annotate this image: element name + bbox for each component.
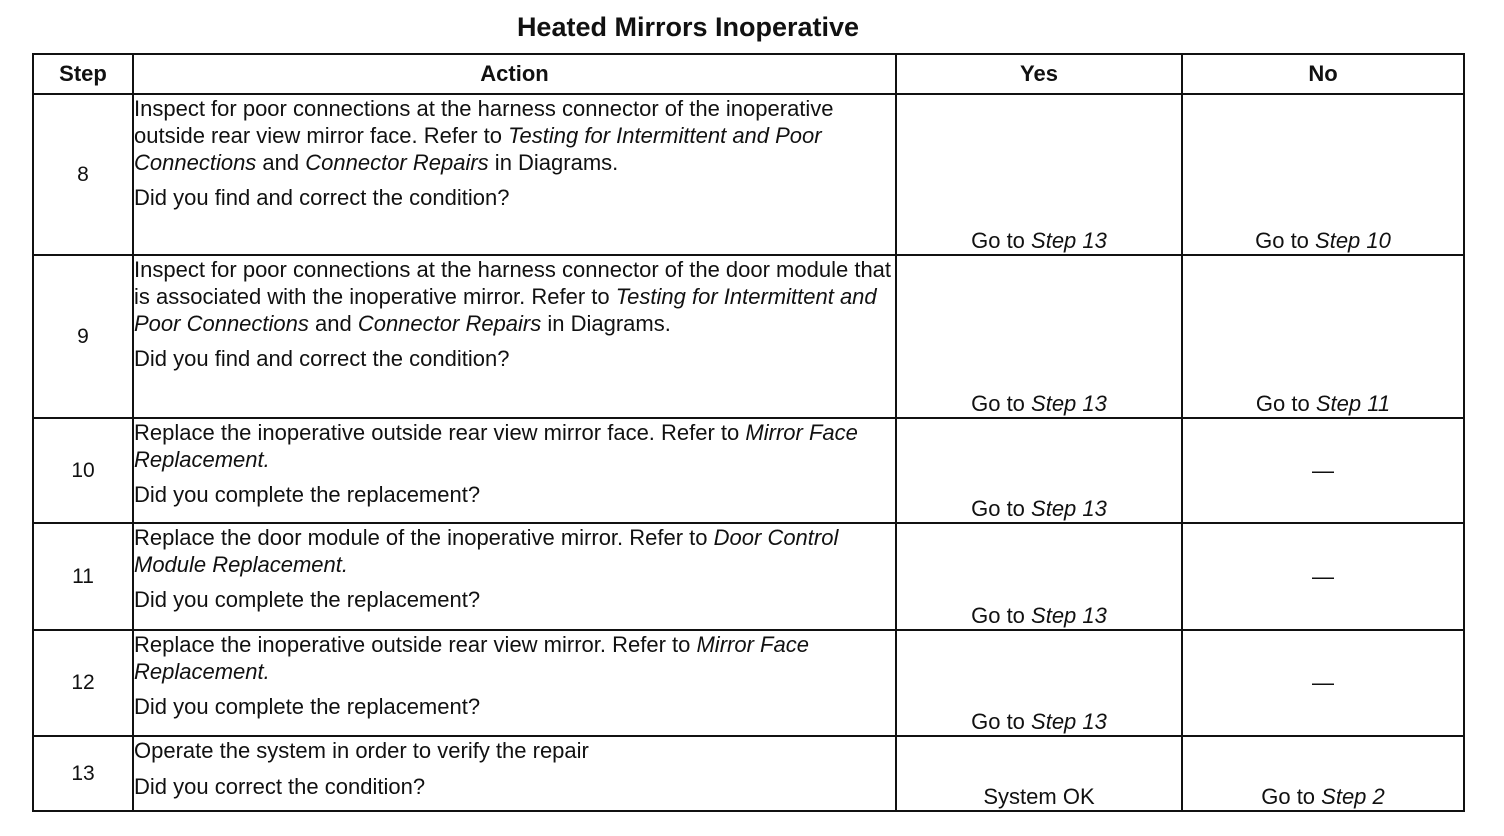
- yes-result: System OK: [896, 736, 1182, 811]
- no-result: —: [1182, 523, 1464, 630]
- action-cell: [133, 523, 896, 630]
- table-row: [33, 418, 1464, 523]
- action-text: Inspect for poor connections at the harness connector of the inoperative outside rear view mirror face. Refer to Testing for Intermittent and Poor Connections and Connector Repairs in Diagrams.: [134, 96, 834, 175]
- reference-link: Connector Repairs: [357, 311, 542, 336]
- action-text: Replace the inoperative outside rear view mirror face. Refer to Mirror Face Replacement.: [134, 420, 858, 472]
- table-row: [33, 94, 1464, 255]
- step-reference: Step 13: [1031, 496, 1107, 521]
- table-row: [33, 630, 1464, 736]
- action-cell: [133, 94, 896, 255]
- step-reference: Step 13: [1031, 709, 1107, 734]
- question-text: Did you find and correct the condition?: [134, 185, 510, 210]
- question-text: Did you find and correct the condition?: [134, 346, 510, 371]
- step-number: 10: [33, 418, 133, 523]
- page-title: Heated Mirrors Inoperative: [516, 12, 860, 42]
- action-cell: [133, 418, 896, 523]
- question-text: Did you complete the replacement?: [134, 694, 481, 719]
- header-row: [33, 54, 1464, 94]
- action-text: Replace the inoperative outside rear view mirror. Refer to Mirror Face Replacement.: [134, 632, 809, 684]
- yes-result: Go to Step 13: [896, 94, 1182, 255]
- no-result: —: [1182, 630, 1464, 736]
- no-result: Go to Step 2: [1182, 736, 1464, 811]
- action-text: Inspect for poor connections at the harness connector of the door module that is associated with the inoperative mirror. Refer to Testing for Intermittent and Poor Connections and Connector Repairs in Diagrams.: [134, 257, 892, 336]
- question-text: Did you correct the condition?: [134, 774, 426, 799]
- action-cell: [133, 736, 896, 811]
- step-number: 12: [33, 630, 133, 736]
- step-reference: Step 13: [1031, 603, 1107, 628]
- no-result: —: [1182, 418, 1464, 523]
- yes-result: Go to Step 13: [896, 523, 1182, 630]
- step-reference: Step 13: [1031, 228, 1107, 253]
- step-reference: Step 11: [1315, 391, 1391, 416]
- action-cell: [133, 255, 896, 418]
- header-yes: Yes: [896, 54, 1182, 94]
- no-result: Go to Step 10: [1182, 94, 1464, 255]
- yes-result: Go to Step 13: [896, 418, 1182, 523]
- reference-link: Testing for Intermittent and Poor Connections: [134, 123, 822, 175]
- yes-result: Go to Step 13: [896, 630, 1182, 736]
- reference-link: Mirror Face Replacement.: [134, 420, 858, 472]
- no-result: Go to Step 11: [1182, 255, 1464, 418]
- action-text: Replace the door module of the inoperative mirror. Refer to Door Control Module Replacement.: [134, 525, 839, 577]
- reference-link: Testing for Intermittent and Poor Connections: [134, 284, 877, 336]
- action-text: Operate the system in order to verify the repair: [134, 738, 589, 763]
- step-number: 13: [33, 736, 133, 811]
- step-reference: Step 2: [1321, 784, 1385, 809]
- reference-link: Door Control Module Replacement.: [134, 525, 839, 577]
- action-cell: [133, 630, 896, 736]
- step-number: 11: [33, 523, 133, 630]
- table-row: [33, 255, 1464, 418]
- header-no: No: [1182, 54, 1464, 94]
- header-step: Step: [33, 54, 133, 94]
- diagnostic-table: [32, 53, 1465, 812]
- step-number: 9: [33, 255, 133, 418]
- step-reference: Step 10: [1315, 228, 1391, 253]
- step-reference: Step 13: [1031, 391, 1107, 416]
- reference-link: Connector Repairs: [305, 150, 489, 175]
- table-row: [33, 523, 1464, 630]
- reference-link: Mirror Face Replacement.: [134, 632, 809, 684]
- yes-result: Go to Step 13: [896, 255, 1182, 418]
- step-number: 8: [33, 94, 133, 255]
- table-row: [33, 736, 1464, 811]
- header-action: Action: [133, 54, 896, 94]
- question-text: Did you complete the replacement?: [134, 482, 481, 507]
- question-text: Did you complete the replacement?: [134, 587, 481, 612]
